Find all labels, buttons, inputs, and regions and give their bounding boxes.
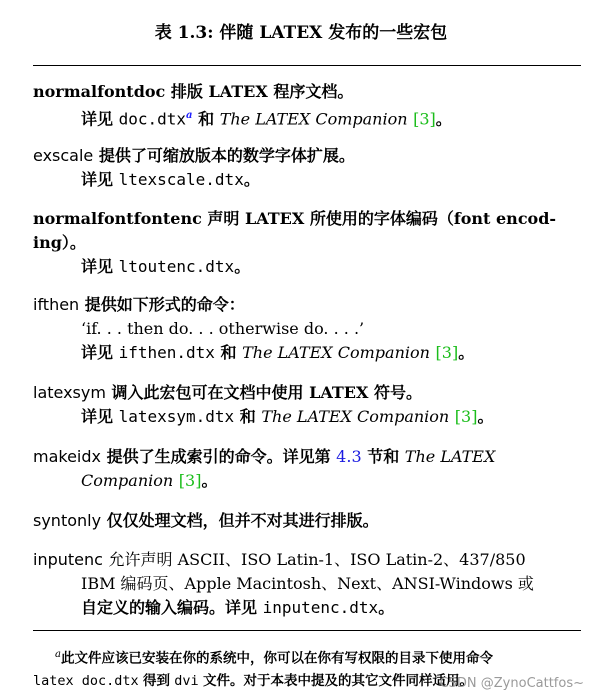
package-name: makeidx [33,447,101,466]
package-desc: 提供如下形式的命令： [84,295,245,314]
see-label: 详见 [81,407,114,426]
package-desc-b: 节和 [367,447,400,466]
file-name: doc.dtx [118,109,187,129]
package-desc-cont2: 自定义的输入编码。详见 [81,598,258,617]
package-desc: 提供了可缩放版本的数学字体扩展。 [98,146,355,165]
footnote-rest: 文件。对于本表中提及的其它文件同样适用。 [202,672,473,689]
entry-exscale [33,144,581,192]
file-name: ltoutenc.dtx [118,257,235,276]
file-name: latexsym.dtx [118,407,235,426]
package-name: latexsym [33,383,106,402]
file-name: ifthen.dtx [118,343,215,362]
package-desc: 提供了生成索引的命令。详见第 [106,447,331,466]
file-name: ltexscale.dtx [118,170,244,189]
file-name: inputenc.dtx [262,598,379,617]
see-label: 详见 [81,109,114,129]
package-name: normalfontfontenc [33,209,202,228]
package-name: inputenc [33,550,103,569]
entry-makeidx [33,445,581,493]
end-mark: 。 [378,598,395,617]
footnote-mark: a [55,649,61,660]
and-label: 和 [220,343,237,362]
package-name: normalfontdoc [33,82,166,101]
and-label: 和 [239,407,256,426]
citation-link[interactable]: [3] [178,471,202,490]
package-desc: 调入此宏包可在文档中使用 LATEX 符号。 [111,383,422,402]
end-mark: 。 [243,170,260,189]
package-desc-cont: ing）。 [33,233,86,252]
citation-link[interactable]: [3] [454,407,478,426]
entry-ifthen [33,293,581,365]
entry-normalfontdoc [33,80,581,131]
end-mark: 。 [234,257,251,276]
citation-link[interactable]: [3] [435,343,459,362]
and-label: 和 [198,109,215,129]
package-desc: 声明 LATEX 所使用的字体编码（font encod- [207,209,557,228]
package-desc: 仅仅处理文档，但并不对其进行排版。 [106,511,379,530]
book-title-b: Companion [81,471,174,490]
footnote-mid: 得到 [142,672,170,689]
bottom-rule [33,630,581,631]
footnote-code2: dvi [174,672,199,689]
entry-normalfontfontenc [33,207,581,279]
book-title: The LATEX Companion [219,109,408,129]
footnote-line1: 此文件应该已安装在你的系统中，你可以在你有写权限的目录下使用命令 [60,650,493,667]
end-mark: 。 [435,109,452,129]
package-name: ifthen [33,295,80,314]
footnote-code: latex doc.dtx [33,672,139,689]
entry-latexsym [33,381,581,429]
watermark: CSDN @ZynoCattfos~ [439,676,584,691]
package-name: exscale [33,146,94,165]
book-title: The LATEX Companion [242,343,430,362]
end-mark: 。 [477,407,494,426]
end-mark: 。 [201,471,218,490]
footnote-ref[interactable]: a [186,110,193,121]
citation-link[interactable]: [3] [413,109,436,129]
example-text: ‘if. . . then do. . . otherwise do. . . .’ [81,319,365,338]
end-mark: 。 [458,343,475,362]
package-name: syntonly [33,511,102,530]
table-caption: 表 1.3: 伴随 LATEX 发布的一些宏包 [154,23,448,43]
package-desc: 排版 LATEX 程序文档。 [170,82,354,101]
book-title: The LATEX Companion [261,407,450,426]
top-rule [33,65,581,66]
package-desc-cont: IBM 编码页、Apple Macintosh、Next、ANSI-Windows 或 [81,574,534,593]
see-label: 详见 [81,257,114,276]
see-label: 详见 [81,343,114,362]
package-desc: 允许声明 ASCII、ISO Latin-1、ISO Latin-2、437/850 [108,550,526,569]
entry-syntonly [33,509,581,533]
book-title-a: The LATEX [404,447,496,466]
entry-inputenc [33,548,581,620]
see-label: 详见 [81,170,114,189]
section-link[interactable]: 4.3 [336,447,362,466]
